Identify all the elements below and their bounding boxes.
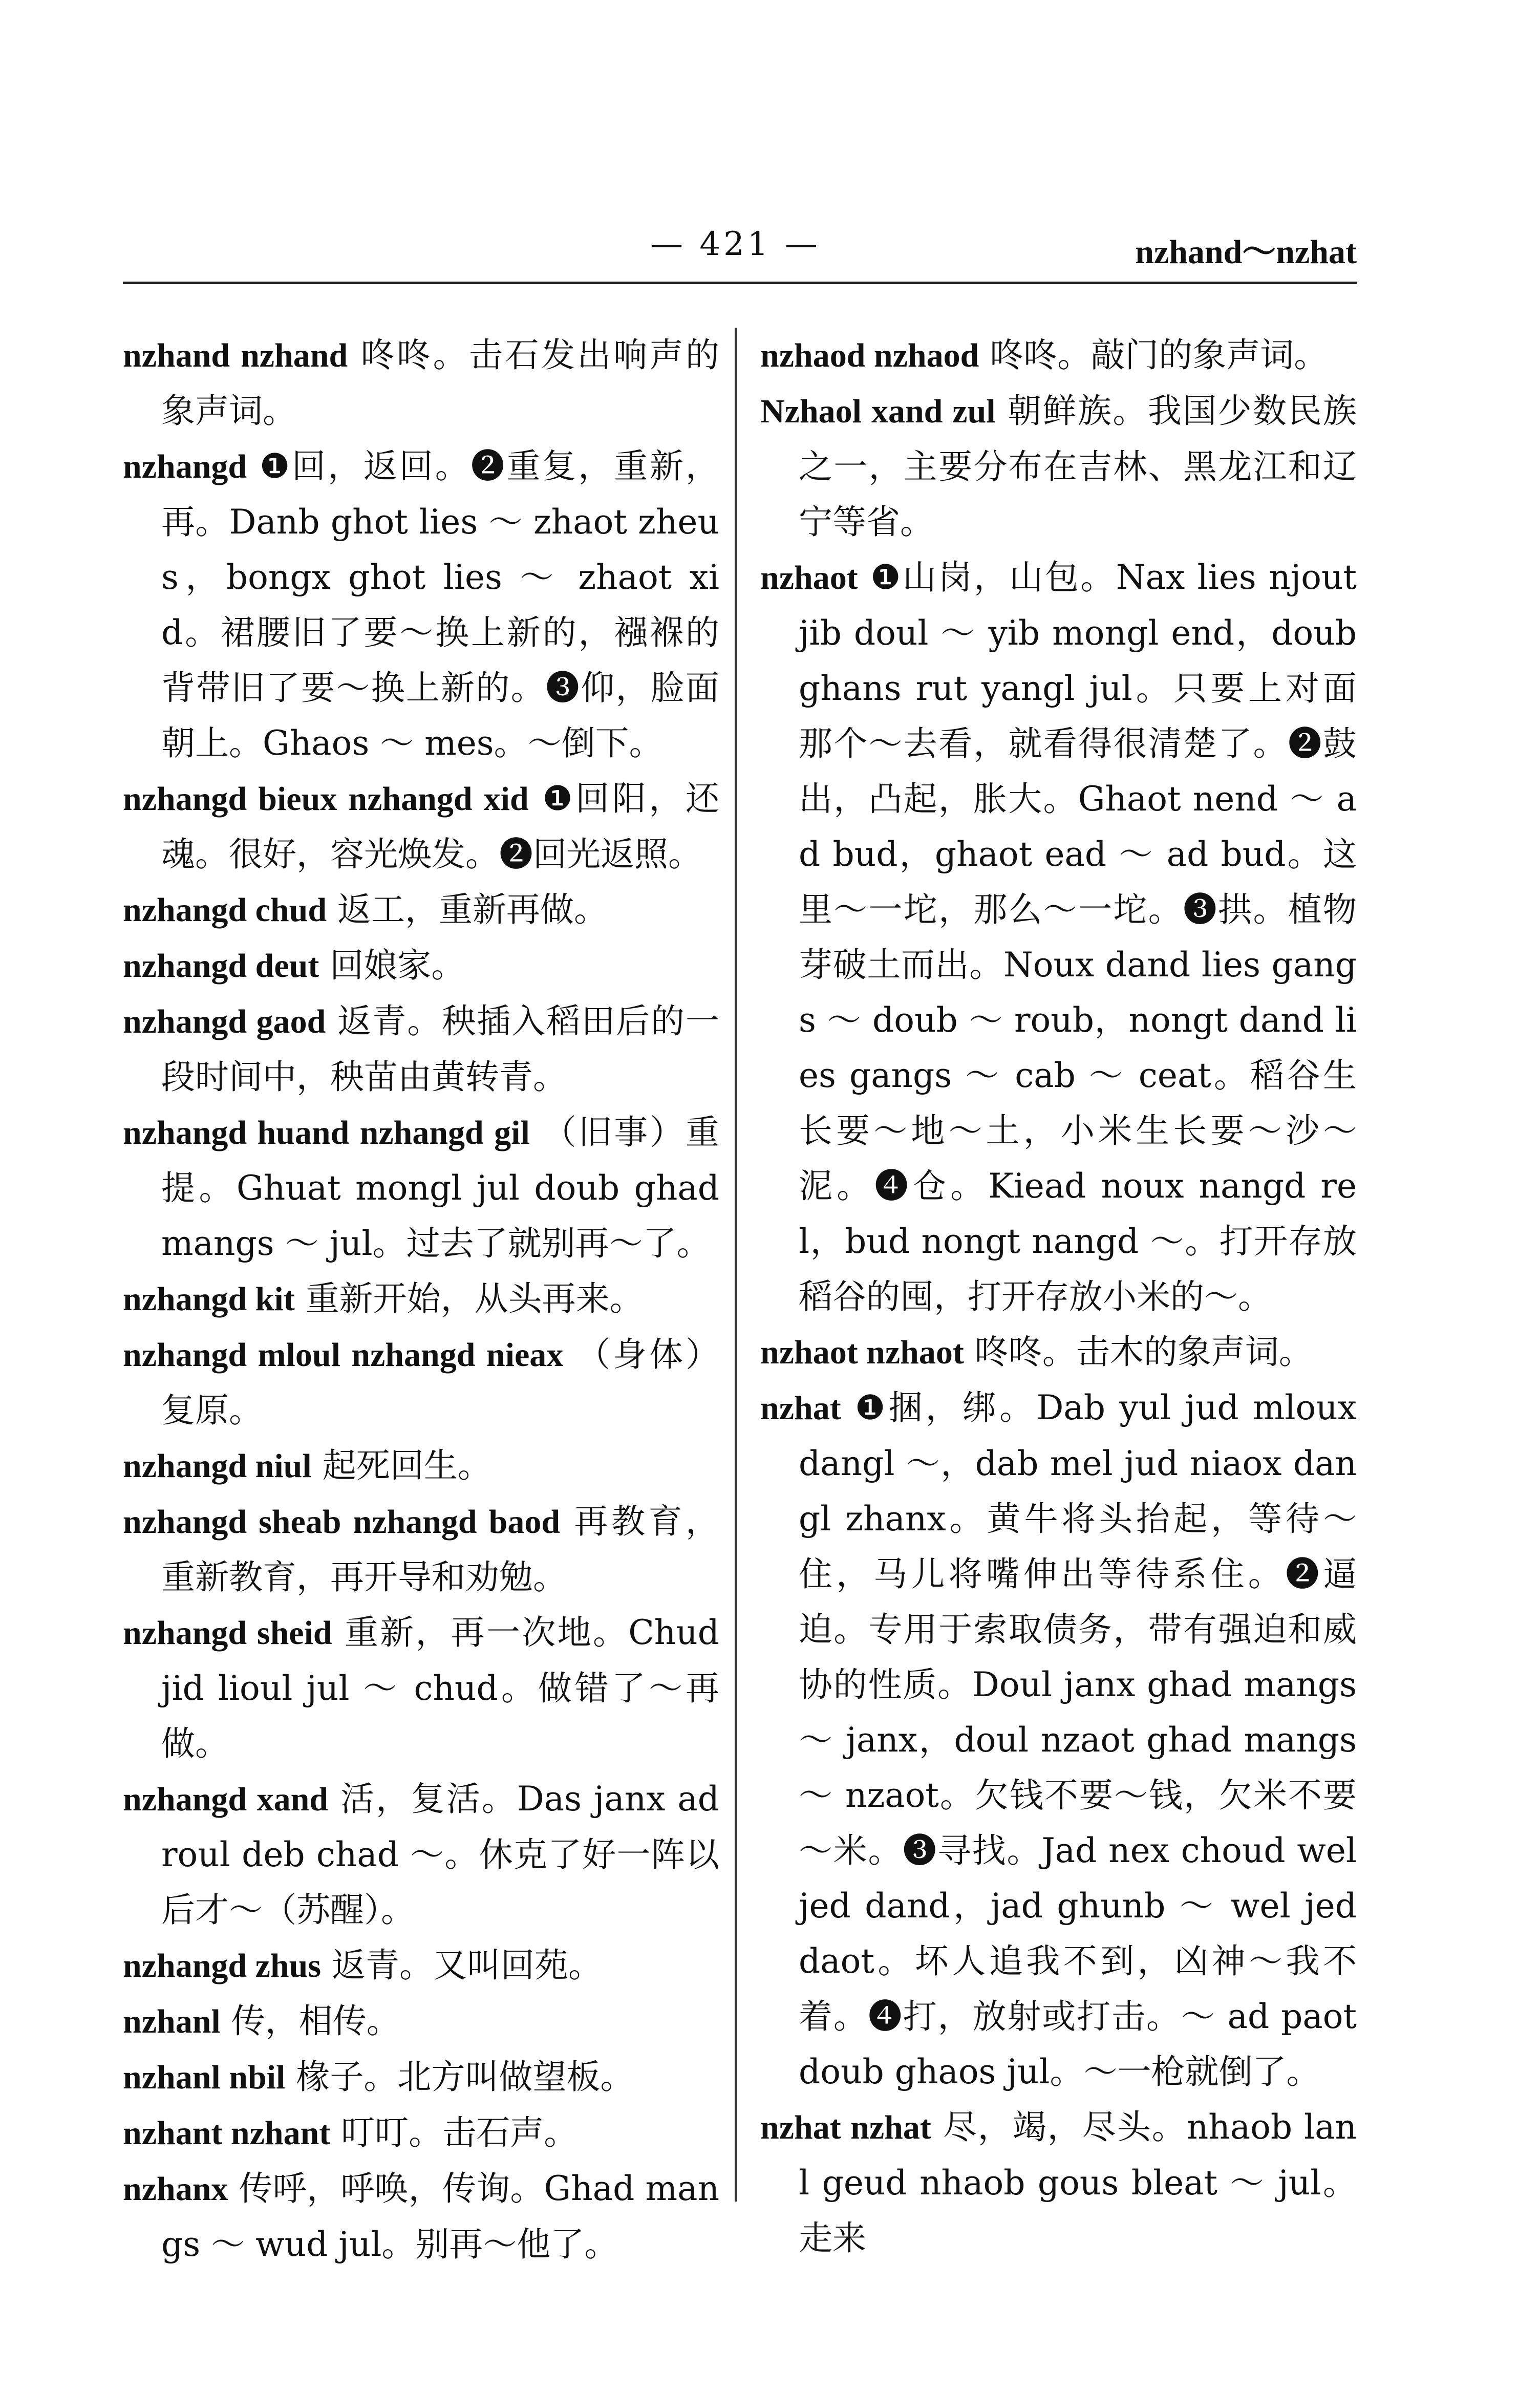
dictionary-entry bbox=[123, 2105, 719, 2161]
entry-headword: nzhaot bbox=[760, 559, 858, 596]
dictionary-entry bbox=[123, 882, 719, 938]
entry-headword: nzhangd zhus bbox=[123, 1947, 322, 1984]
entry-headword: nzhangd gaod bbox=[123, 1003, 326, 1040]
running-head: nzhand～nzhat bbox=[1135, 233, 1357, 271]
entry-headword: nzhangd chud bbox=[123, 891, 327, 929]
entry-definition: ❶捆，绑。Dab yul jud mloux dangl ～，dab mel jud niaox dangl zhanx。黄牛将头抬起，等待～住，马儿将嘴伸出等待系住。❷逼迫。专用于索取债务，带有强迫和威协的性质。Doul janx ghad mangs ～ janx，doul nzaot ghad mangs ～ nzaot。欠钱不要～钱，欠米不要～米。❸寻找。Jad nex choud wel jed dand，jad ghunb ～ wel jed daot。坏人追我不到，凶神～我不着。❹打，放射或打击。～ ad paot doub ghaos jul。～一枪就倒了。 bbox=[799, 1388, 1357, 2091]
entry-headword: nzhangd xand bbox=[123, 1781, 329, 1818]
entry-definition: （身体）复原。 bbox=[161, 1335, 720, 1430]
column-divider bbox=[735, 328, 737, 2202]
dictionary-entry bbox=[123, 1494, 719, 1605]
dictionary-entry bbox=[123, 1771, 719, 1938]
entry-headword: nzhangd bbox=[123, 448, 247, 485]
entry-headword: nzhangd sheab nzhangd baod bbox=[123, 1503, 561, 1541]
entry-definition: 活，复活。Das janx ad roul deb chad ～。休克了好一阵以后才～（苏醒）。 bbox=[161, 1779, 720, 1930]
dictionary-entry bbox=[123, 328, 719, 439]
entry-headword: nzhangd mloul nzhangd nieax bbox=[123, 1336, 564, 1374]
entry-definition: 椽子。北方叫做望板。 bbox=[296, 2057, 634, 2097]
entry-headword: nzhangd deut bbox=[123, 947, 319, 985]
page-number: — 421 — bbox=[650, 225, 821, 263]
entry-definition: 重新，再一次地。Chud jid lioul jul ～ chud。做错了～再做。 bbox=[161, 1613, 719, 1763]
entry-headword: nzhanl bbox=[123, 2003, 221, 2040]
dictionary-entry bbox=[123, 1438, 719, 1494]
dictionary-entry bbox=[123, 439, 719, 771]
dictionary-entry bbox=[123, 938, 719, 994]
entry-headword: nzhant nzhant bbox=[123, 2115, 331, 2152]
entry-headword: nzhat bbox=[760, 1390, 841, 1427]
entry-headword: nzhangd kit bbox=[123, 1280, 295, 1318]
dictionary-entry bbox=[123, 1994, 719, 2049]
entry-headword: nzhat nzhat bbox=[760, 2109, 931, 2146]
dictionary-entry bbox=[760, 1325, 1357, 1380]
entry-definition: 传呼，呼唤，传询。Ghad mangs ～ wud jul。别再～他了。 bbox=[161, 2169, 720, 2264]
entry-headword: nzhangd niul bbox=[123, 1447, 312, 1485]
entry-definition: ❶回阳，还魂。很好，容光焕发。❷回光返照。 bbox=[161, 779, 719, 874]
dictionary-entry bbox=[760, 383, 1357, 550]
dictionary-entry bbox=[123, 1938, 719, 1994]
right-column bbox=[760, 328, 1357, 2266]
entry-definition: ❶回，返回。❷重复，重新，再。Danb ghot lies ～ zhaot zheus，bongx ghot lies ～ zhaot xid。裙腰旧了要～换上新的，襁褓的背带旧了要～换上新的。❸仰，脸面朝上。Ghaos ～ mes。～倒下。 bbox=[161, 446, 720, 763]
dictionary-entry bbox=[123, 771, 719, 882]
entry-definition: 返青。秧插入稻田后的一段时间中，秧苗由黄转青。 bbox=[161, 1001, 720, 1097]
entry-headword: nzhaod nzhaod bbox=[760, 337, 979, 374]
entry-headword: nzhangd sheid bbox=[123, 1614, 332, 1652]
page-header bbox=[123, 215, 1357, 276]
dictionary-entry bbox=[123, 1271, 719, 1327]
entry-definition: 再教育，重新教育，再开导和劝勉。 bbox=[161, 1502, 720, 1597]
entry-headword: nzhaot nzhaot bbox=[760, 1334, 964, 1371]
entry-definition: 重新开始，从头再来。 bbox=[305, 1279, 644, 1318]
entry-definition: 起死回生。 bbox=[322, 1446, 491, 1485]
entry-headword: nzhangd huand nzhangd gil bbox=[123, 1114, 530, 1151]
dictionary-entry bbox=[760, 2100, 1357, 2266]
dictionary-entry bbox=[760, 550, 1357, 1325]
dictionary-entry bbox=[123, 2049, 719, 2105]
entry-definition: 返青。又叫回苑。 bbox=[332, 1946, 602, 1985]
entry-definition: 回娘家。 bbox=[330, 946, 465, 985]
dictionary-entry bbox=[123, 1105, 719, 1271]
entry-definition: 咚咚。击石发出响声的象声词。 bbox=[161, 335, 719, 431]
entry-definition: 返工，重新再做。 bbox=[337, 890, 608, 929]
dictionary-entry bbox=[123, 2161, 719, 2272]
entry-headword: nzhanx bbox=[123, 2170, 228, 2208]
dictionary-entry bbox=[760, 328, 1357, 383]
header-rule bbox=[123, 282, 1357, 284]
entry-headword: nzhangd bieux nzhangd xid bbox=[123, 780, 529, 818]
entry-definition: 朝鲜族。我国少数民族之一，主要分布在吉林、黑龙江和辽宁等省。 bbox=[799, 391, 1357, 542]
entry-headword: Nzhaol xand zul bbox=[760, 393, 996, 430]
dictionary-entry bbox=[123, 994, 719, 1105]
dictionary-entry bbox=[123, 1605, 719, 1771]
entry-definition: （旧事）重提。Ghuat mongl jul doub ghad mangs ～ jul。过去了就别再～了。 bbox=[161, 1113, 719, 1263]
entry-definition: 咚咚。敲门的象声词。 bbox=[990, 335, 1328, 375]
entry-definition: 咚咚。击木的象声词。 bbox=[974, 1332, 1313, 1372]
entry-definition: ❶山岗，山包。Nax lies njout jib doul ～ yib mongl end，doub ghans rut yangl jul。只要上对面那个～去看，就看得很清楚了。❷鼓出，凸起，胀大。Ghaot nend ～ ad bud，ghaot ead ～ ad bud。这里～一坨，那么～一坨。❸拱。植物芽破土而出。Noux dand lies gangs ～ doub ～ roub，nongt dand lies gangs ～ cab ～ ceat。稻谷生长要～地～土，小米生长要～沙～泥。❹仓。Kiead noux nangd rel，bud nongt nangd ～。打开存放稻谷的囤，打开存放小米的～。 bbox=[799, 558, 1357, 1316]
entry-headword: nzhand nzhand bbox=[123, 337, 348, 374]
entry-definition: 尽，竭，尽头。nhaob lanl geud nhaob gous bleat ～ jul。走来 bbox=[799, 2107, 1357, 2258]
entry-definition: 传，相传。 bbox=[231, 2001, 400, 2041]
entry-definition: 叮叮。击石声。 bbox=[341, 2113, 578, 2152]
left-column bbox=[123, 328, 719, 2272]
entry-headword: nzhanl nbil bbox=[123, 2059, 286, 2096]
dictionary-entry bbox=[760, 1380, 1357, 2100]
dictionary-entry bbox=[123, 1327, 719, 1438]
